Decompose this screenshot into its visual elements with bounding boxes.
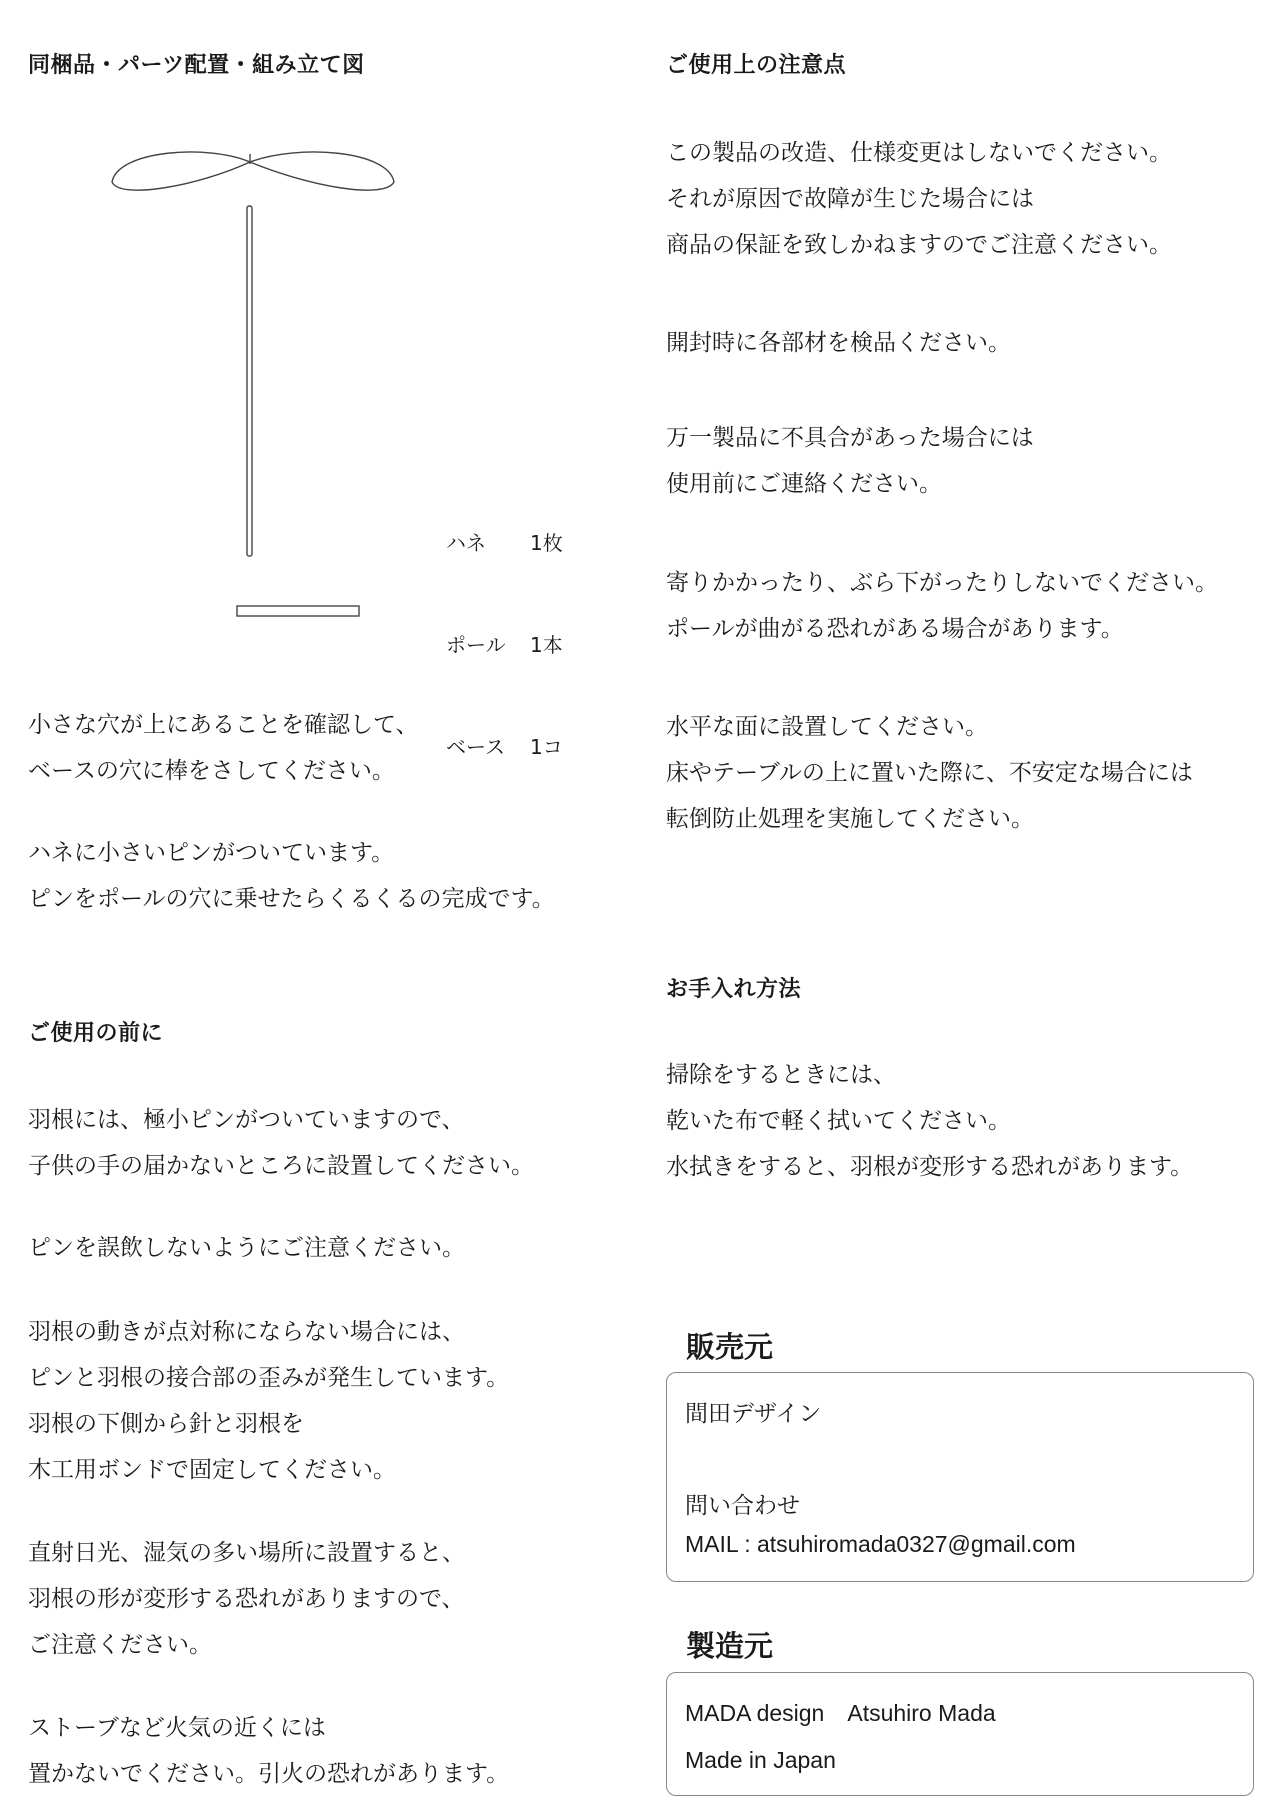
- parts-row-pole: [446, 628, 563, 662]
- seller-name: 間田デザイン: [685, 1400, 822, 1426]
- maker-box: [666, 1672, 1254, 1796]
- caution-5: 水平な面に設置してください。 床やテーブルの上に置いた際に、不安定な場合には 転倒防止処理を実施してください。: [666, 714, 1193, 832]
- parts-name-base: ベース: [446, 735, 505, 759]
- assembly-instruction-1: 小さな穴が上にあることを確認して、 ベースの穴に棒をさしてください。: [28, 712, 419, 784]
- parts-name-pole: ポール: [446, 633, 506, 657]
- seller-contact-label: 問い合わせ: [685, 1492, 800, 1518]
- parts-qty-base: 1コ: [530, 735, 563, 759]
- parts-name-blade: ハネ: [446, 531, 486, 555]
- parts-row-blade: [446, 526, 563, 560]
- assembly-diagram: [108, 140, 428, 630]
- before-use-note-4: 直射日光、湿気の多い場所に設置すると、 羽根の形が変形する恐れがありますので、 ご注意ください。: [28, 1540, 465, 1658]
- seller-box: [666, 1372, 1254, 1582]
- maker-title: 製造元: [686, 1629, 774, 1663]
- seller-title: 販売元: [686, 1330, 774, 1364]
- caution-1: この製品の改造、仕様変更はしないでください。 それが原因で故障が生じた場合には 商品の保証を致しかねますのでご注意ください。: [666, 140, 1172, 258]
- caution-2: 開封時に各部材を検品ください。: [666, 330, 1011, 356]
- caution-3: 万一製品に不具合があった場合には 使用前にご連絡ください。: [666, 425, 1034, 497]
- parts-list: [446, 458, 563, 832]
- blade-right-illustration: [250, 152, 394, 190]
- before-use-note-1: 羽根には、極小ピンがついていますので、 子供の手の届かないところに設置してください。: [28, 1107, 534, 1179]
- before-use-note-3: 羽根の動きが点対称にならない場合には、 ピンと羽根の接合部の歪みが発生しています。 羽根の下側から針と羽根を 木工用ボンドで固定してください。: [28, 1319, 510, 1483]
- parts-qty-blade: 1枚: [530, 531, 563, 555]
- caution-4: 寄りかかったり、ぶら下がったりしないでください。 ポールが曲がる恐れがある場合があります。: [666, 570, 1218, 642]
- assembly-heading: 同梱品・パーツ配置・組み立て図: [28, 53, 365, 78]
- parts-qty-pole: 1本: [530, 633, 563, 657]
- blade-left-illustration: [112, 152, 250, 190]
- seller-mail[interactable]: MAIL : atsuhiromada0327@gmail.com: [685, 1531, 1076, 1557]
- pole-illustration: [247, 206, 252, 556]
- before-use-heading: ご使用の前に: [28, 1021, 164, 1046]
- care-heading: お手入れ方法: [666, 977, 802, 1002]
- care-text: 掃除をするときには、 乾いた布で軽く拭いてください。 水拭きをすると、羽根が変形する恐れがあります。: [666, 1062, 1194, 1180]
- assembly-instruction-2: ハネに小さいピンがついています。 ピンをポールの穴に乗せたらくるくるの完成です。: [28, 840, 555, 912]
- before-use-note-2: ピンを誤飲しないようにご注意ください。: [28, 1235, 465, 1261]
- maker-line-2: Made in Japan: [685, 1747, 836, 1773]
- before-use-note-5: ストーブなど火気の近くには 置かないでください。引火の恐れがあります。: [28, 1715, 510, 1787]
- cautions-heading: ご使用上の注意点: [666, 53, 847, 78]
- parts-row-base: [446, 730, 563, 764]
- base-illustration: [237, 606, 359, 616]
- maker-line-1: MADA design Atsuhiro Mada: [685, 1700, 996, 1726]
